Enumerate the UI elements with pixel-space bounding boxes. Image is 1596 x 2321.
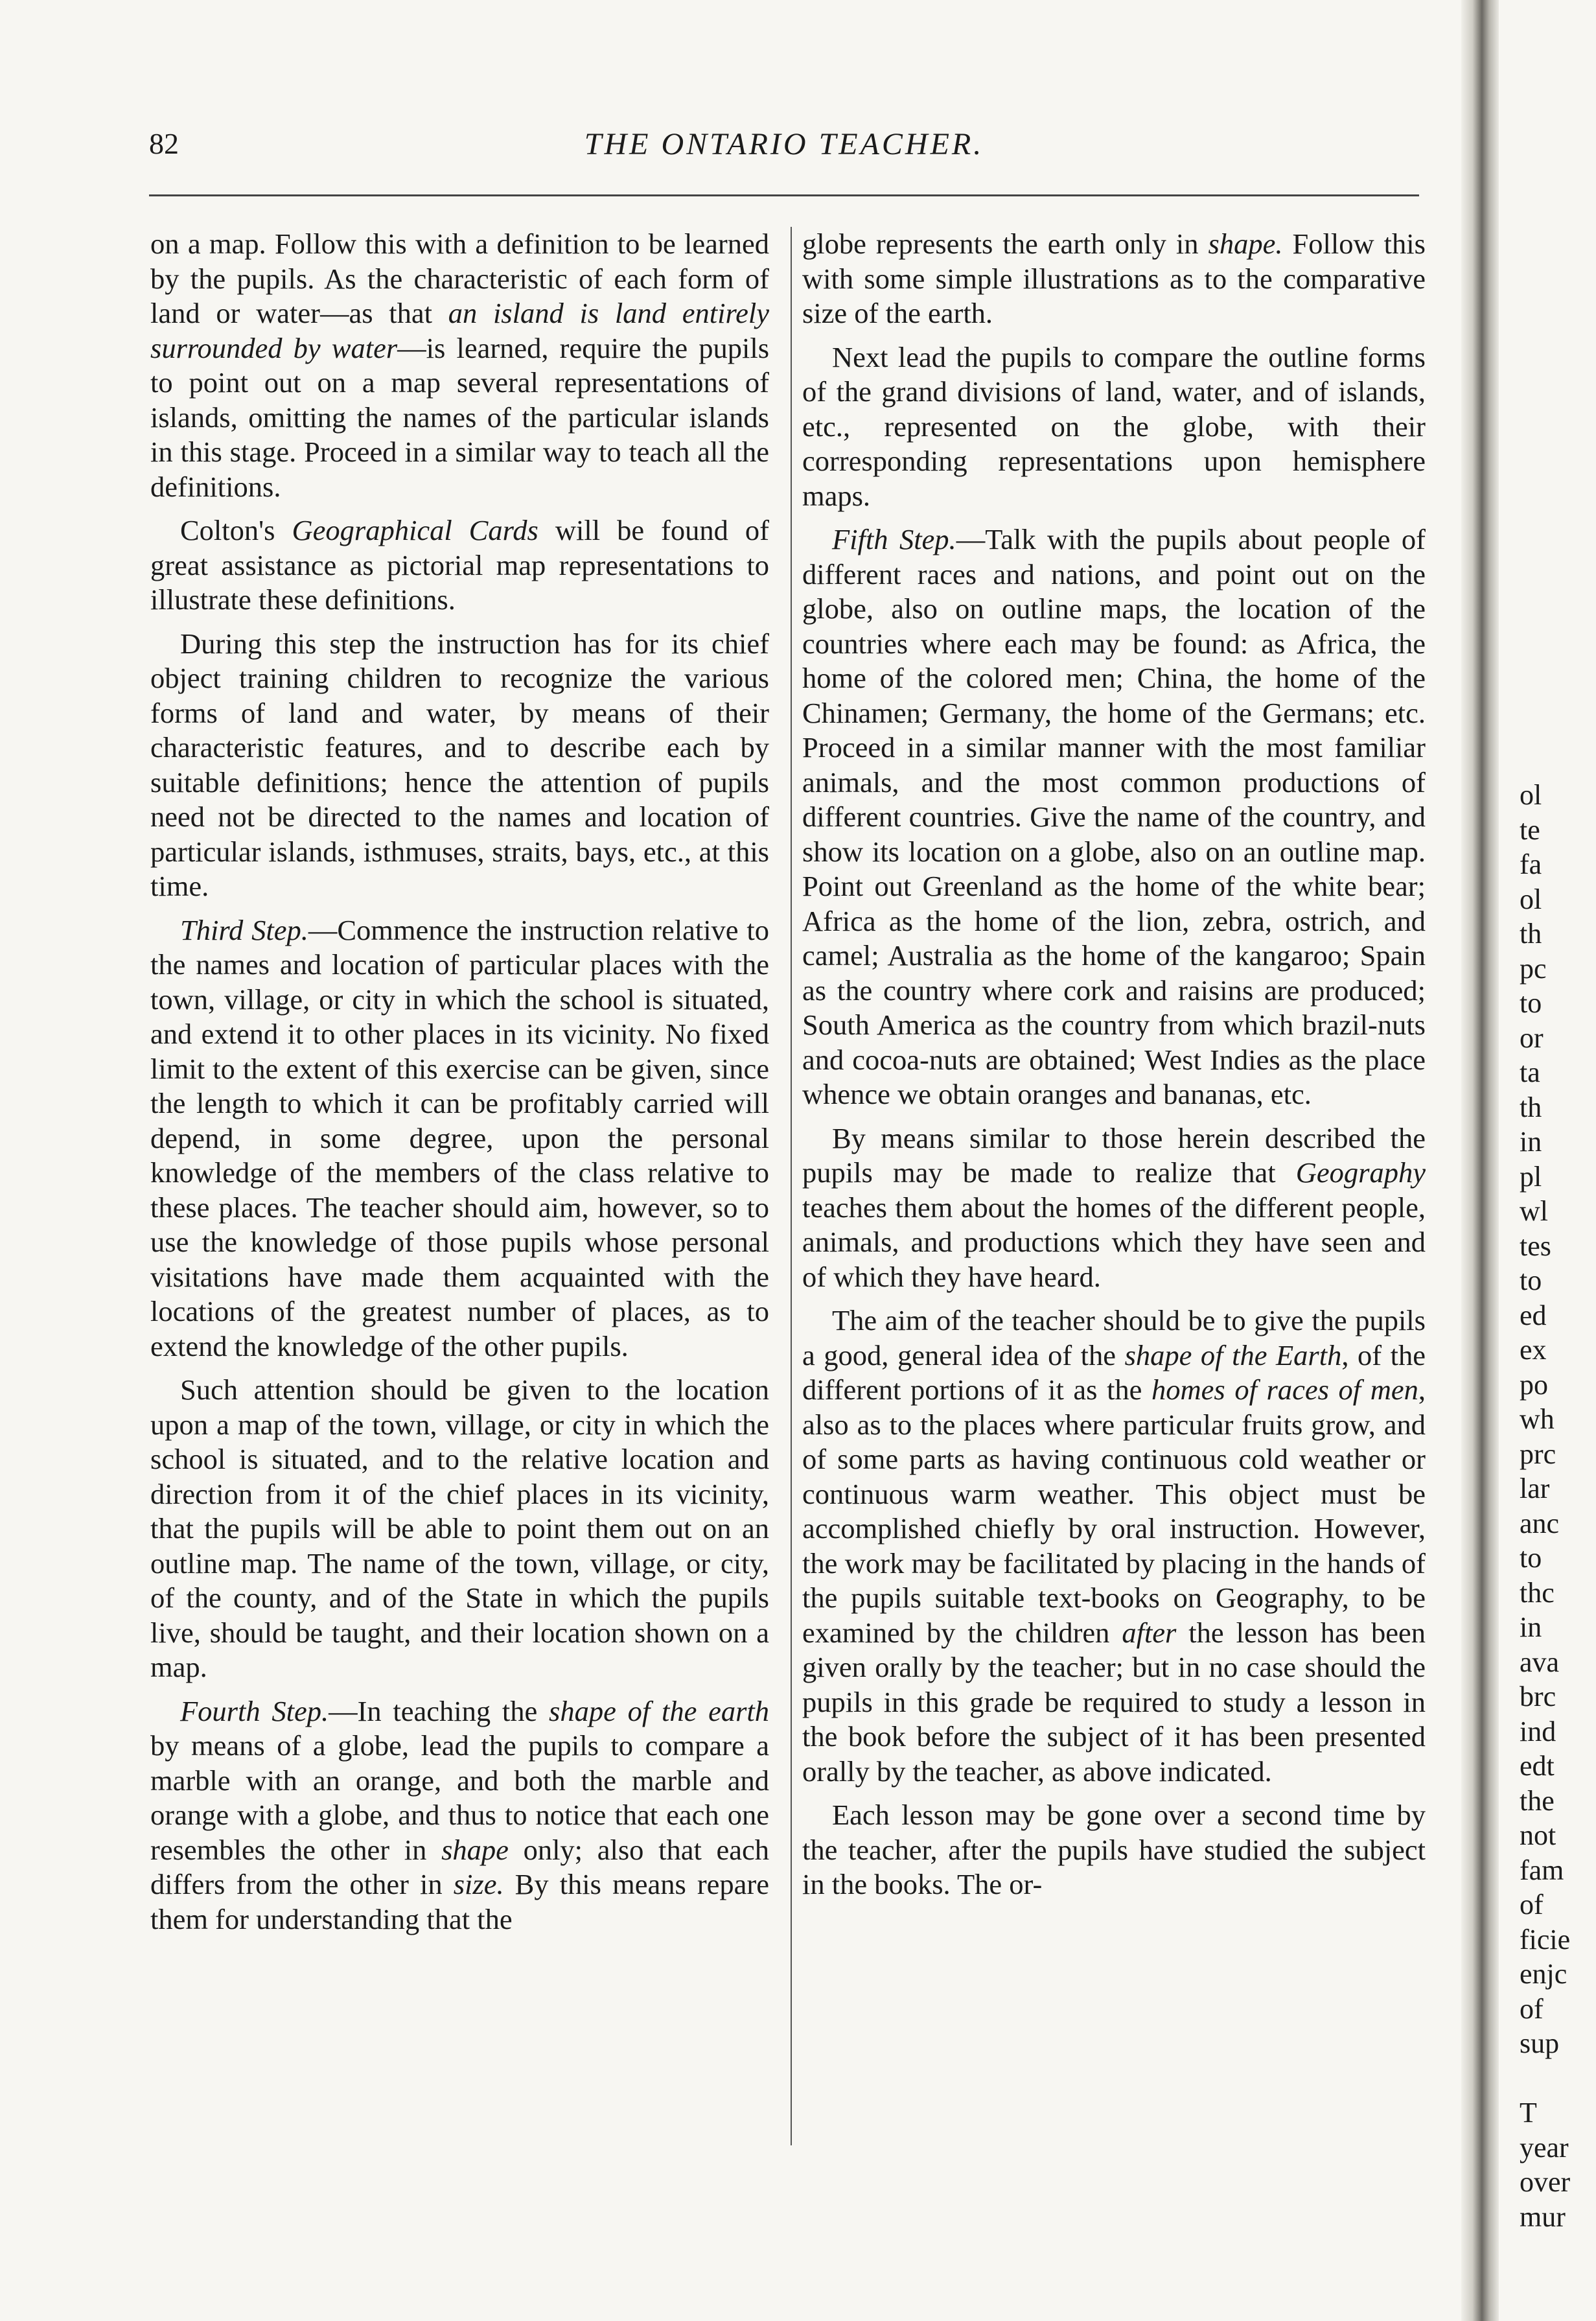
facing-page-fragment: enjc xyxy=(1520,1958,1567,1990)
paragraph: Each lesson may be gone over a second time by the teacher, after the pupils have studied the subject in the books. The or- xyxy=(802,1799,1426,1900)
facing-page-fragment: te xyxy=(1520,813,1540,846)
page-gutter-shadow xyxy=(1461,0,1499,2321)
paragraph: By means similar to those herein described the pupils may be made to realize that Geography teaches them about the homes of the different people, animals, and productions which they have seen and of which they have heard. xyxy=(802,1121,1426,1293)
facing-page-fragment: in xyxy=(1520,1126,1542,1158)
facing-page-fragment: pc xyxy=(1520,952,1547,985)
facing-page-fragment: of xyxy=(1520,1992,1544,2025)
header-rule xyxy=(149,194,1419,196)
facing-page-fragment: wl xyxy=(1520,1195,1548,1227)
facing-page-fragment xyxy=(1520,2061,1596,2096)
facing-page-fragment: T xyxy=(1520,2097,1537,2129)
running-title: THE ONTARIO TEACHER. xyxy=(584,127,984,161)
facing-page-fragment: fa xyxy=(1520,848,1542,880)
facing-page-fragment: the xyxy=(1520,1784,1555,1817)
paragraph: Next lead the pupils to compare the outline forms of the grand divisions of land, water, and of islands, etc., represented on the globe, with their corresponding representations upon hemisphere maps. xyxy=(802,340,1426,512)
facing-page-fragment: thc xyxy=(1520,1576,1555,1609)
running-header xyxy=(149,126,1419,178)
facing-page-fragments xyxy=(1520,778,1596,2234)
section-heading: Fifth Step. xyxy=(832,523,956,555)
paragraph: Colton's Geographical Cards will be found of great assistance as pictorial map representations to illustrate these definitions. xyxy=(150,514,769,616)
paragraph: on a map. Follow this with a definition to be learned by the pupils. As the characteristic of each form of land or water—as that an island is land entirely surrounded by water—is learned, require the pupils to point out on a map several representations of islands, omitting the names of the particular islands in this stage. Proceed in a similar way to teach all the definitions. xyxy=(150,227,770,503)
facing-page-fragment: th xyxy=(1520,918,1542,950)
facing-page-fragment: ol xyxy=(1520,883,1542,915)
facing-page-fragment: ficie xyxy=(1520,1923,1571,1955)
facing-page-fragment: or xyxy=(1520,1021,1544,1054)
facing-page-fragment: th xyxy=(1520,1091,1542,1123)
facing-page-fragment: ind xyxy=(1520,1715,1556,1747)
paragraph: Fifth Step.—Talk with the pupils about people of different races and nations, and point out on the globe, also on outline maps, the location of the countries where each may be found: as Africa, the home of the colored men; China, the home of the Chinamen; Germany, the home of the Germans; etc. Proceed in a similar manner with the most familiar animals, and the most common productions of different countries. Give the name of the country, and show its location on a globe, also on an outline map. Point out Greenland as the home of the white bear; Africa as the home of the lion, zebra, ostrich, and camel; Australia as the home of the kangaroo; Spain as the country where cork and raisins are produced; South America as the country from which brazil-nuts and cocoa-nuts are obtained; West Indies as the place whence we obtain oranges and bananas, etc. xyxy=(802,523,1426,1110)
facing-page-fragment: edt xyxy=(1520,1750,1555,1782)
paragraph: Such attention should be given to the location upon a map of the town, village, or city in which the school is situated, and to the relative location and direction from it of the chief places in its vicinity, that the pupils will be able to point them out on an outline map. The name of the town, village, or city, of the county, and of the State in which the pupils live, should be taught, and their location shown on a map. xyxy=(150,1373,769,1683)
facing-page-fragment: ed xyxy=(1520,1299,1547,1331)
right-column xyxy=(802,227,1426,1911)
facing-page-fragment: to xyxy=(1520,1542,1542,1574)
facing-page-fragment: ava xyxy=(1520,1646,1560,1678)
paragraph: Fourth Step.—In teaching the shape of the earth by means of a globe, lead the pupils to compare a marble with an orange, and both the marble and orange with a globe, and thus to notice that each one resembles the other in shape only; also that each differs from the other in size. By this means repare them for understanding that the xyxy=(150,1694,770,1935)
facing-page-fragment: ol xyxy=(1520,779,1542,811)
facing-page-fragment: lar xyxy=(1520,1473,1550,1504)
facing-page-fragment: in xyxy=(1520,1611,1542,1643)
facing-page-fragment: sup xyxy=(1520,2027,1560,2059)
section-heading: Third Step. xyxy=(180,913,308,946)
facing-page-fragment: fam xyxy=(1520,1854,1564,1886)
paragraph: globe represents the earth only in shape. Follow this with some simple illustrations as to the comparative size of the earth. xyxy=(802,227,1426,329)
section-heading: Fourth Step. xyxy=(180,1694,329,1727)
paragraph: Third Step.—Commence the instruction relative to the names and location of particular places with the town, village, or city in which the school is situated, and extend it to other places in its vicinity. No fixed limit to the extent of this exercise can be given, since the length to which it can be profitably carried will depend, in some degree, upon the personal knowledge of the members of the class relative to these places. The teacher should aim, however, so to use the knowledge of those pupils whose personal visitations have made them acquainted with the locations of the greatest number of places, as to extend the knowledge of the other pupils. xyxy=(150,913,769,1362)
facing-page-fragment: mur xyxy=(1520,2200,1566,2233)
facing-page-fragment: brc xyxy=(1520,1681,1556,1712)
facing-page-fragment: of xyxy=(1520,1889,1544,1920)
facing-page-fragment: po xyxy=(1520,1368,1548,1401)
facing-page-fragment: over xyxy=(1520,2166,1571,2198)
page-number: 82 xyxy=(149,127,179,160)
facing-page-fragment: wh xyxy=(1520,1403,1555,1435)
facing-page-fragment: tes xyxy=(1520,1230,1551,1262)
facing-page-fragment: ta xyxy=(1520,1056,1540,1088)
column-divider xyxy=(791,227,792,2145)
facing-page-fragment: pl xyxy=(1520,1160,1542,1193)
paragraph: The aim of the teacher should be to give the pupils a good, general idea of the shape of the Earth, of the different portions of it as the homes of races of men, also as to the places where particular fruits grow, and of some parts as having continuous cold weather or continuous warm weather. This object must be accomplished chiefly by oral instruction. However, the work may be facilitated by placing in the hands of the pupils suitable text-books on Geography, to be examined by the children after the lesson has been given orally by the teacher; but in no case should the pupils in this grade be required to study a lesson in the book before the subject of it has been presented orally by the teacher, as above indicated. xyxy=(802,1304,1426,1788)
facing-page-fragment: anc xyxy=(1520,1507,1560,1539)
facing-page-fragment: not xyxy=(1520,1819,1556,1851)
paragraph: During this step the instruction has for its chief object training children to recognize the various forms of land and water, by means of their characteristic features, and to describe each by suitable definitions; hence the attention of pupils need not be directed to the names and location of particular islands, isthmuses, straits, bays, etc., at this time. xyxy=(150,627,769,902)
facing-page-fragment: ex xyxy=(1520,1334,1547,1366)
facing-page-fragment: year xyxy=(1520,2131,1569,2164)
facing-page-fragment: prc xyxy=(1520,1438,1556,1470)
left-column xyxy=(150,227,769,1946)
facing-page-fragment: to xyxy=(1520,1265,1542,1296)
facing-page-fragment: to xyxy=(1520,987,1542,1019)
